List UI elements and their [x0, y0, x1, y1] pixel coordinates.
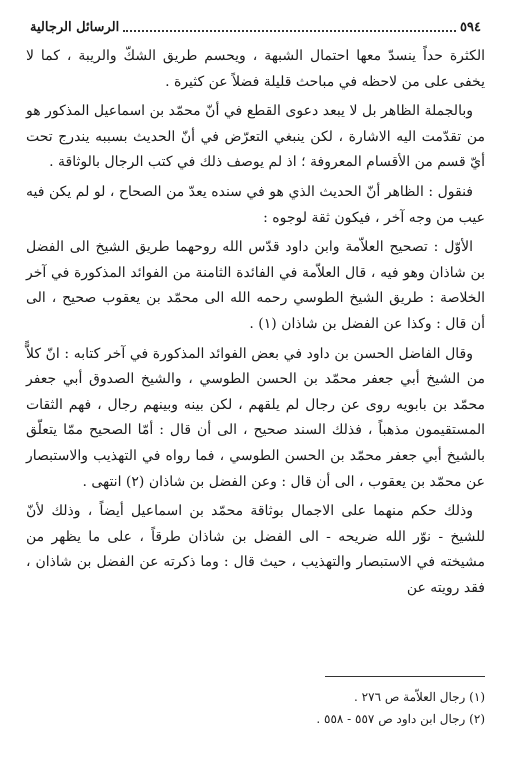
header-dotted-leader: [123, 22, 456, 32]
paragraph-2: وبالجملة الظاهر بل لا يبعد دعوى القطع في أنّ محمّد بن اسماعيل المذكور هو من تقدّمت اليه الاشارة ، لكن ينبغي التعرّض في أنّ الحديث بسببه يندرج تحت أيّ قسم من الأقسام المعروفة ؛ اذ لم يوصف ذلك في كتب الرجال بالوثاقة .: [26, 103, 485, 171]
footnote-1: (١) رجال العلاّمة ص ٢٧٦ .: [354, 690, 485, 704]
paragraph-5: وقال الفاضل الحسن بن داود في بعض الفوائد المذكورة في آخر كتابه : انّ كلاًّ من الشيخ أبي جعفر محمّد بن الحسن الطوسي ، والشيخ الصدوق أبي جعفر محمّد بن بابويه روى عن رجال لم يلقهم ، لكن بينه وبينهم رجال ، فهم الثقات المستقيمون مذهباً ، فذلك السند صحيح ، الى أن قال : أمّا الصحيح ممّا يتعلّق بالشيخ أبي جعفر محمّد بن الحسن الطوسي ، فما رواه في التهذيب والاستبصار عن محمّد بن يعقوب ، الى أن قال : وعن الفضل بن شاذان (٢) انتهى .: [26, 345, 485, 490]
footnote-2: (٢) رجال ابن داود ص ٥٥٧ - ٥٥٨ .: [316, 712, 485, 726]
page-number: ٥٩٤: [460, 19, 481, 35]
paragraph-3: فنقول : الظاهر أنّ الحديث الذي هو في سنده يعدّ من الصحاح ، لو لم يكن فيه عيب من وجه آخر ، فيكون ثقة لوجوه :: [26, 183, 485, 226]
page-header: [30, 16, 481, 38]
footnotes: [26, 686, 485, 730]
paragraph-6: وذلك حكم منهما على الاجمال بوثاقة محمّد بن اسماعيل أيضاً ، وذلك لأنّ للشيخ - نوّر الله ضريحه - الى الفضل بن شاذان طرقاً ، على ما يظهر من مشيخته في الاستبصار والتهذيب ، حيث قال : وما ذكرته عن الفضل بن شاذان ، فقد رويته عن: [26, 503, 485, 596]
footnote-separator: [325, 676, 485, 677]
running-title: الرسائل الرجالية: [30, 19, 120, 35]
paragraph-1: الكثرة حداً ينسدّ معها احتمال الشبهة ، ويحسم طريق الشكّ والريبة ، كما لا يخفى على من لاحظه في مباحث قليلة فضلاً عن كثيرة .: [26, 48, 485, 90]
paragraph-4: الأوّل : تصحيح العلاّمة وابن داود قدّس الله روحهما طريق الشيخ الى الفضل بن شاذان وهو فيه ، قال العلاّمة في الفائدة الثامنة من الفوائد المذكورة في آخر الخلاصة : طريق الشيخ الطوسي رحمه الله الى محمّد بن يعقوب صحيح ، الى أن قال : وكذا عن الفضل بن شاذان (١) .: [26, 239, 485, 332]
main-text: [26, 44, 485, 605]
